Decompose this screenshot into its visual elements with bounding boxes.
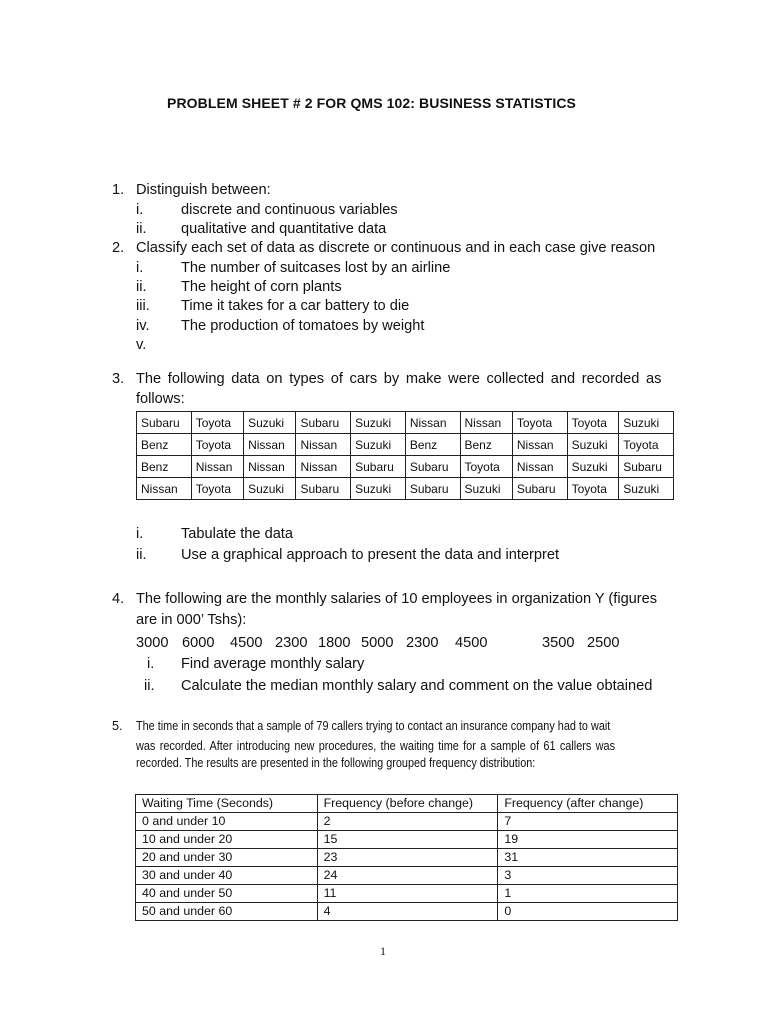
item-number: i. <box>136 202 144 218</box>
table-cell: Suzuki <box>244 412 296 434</box>
table-cell: Nissan <box>405 412 460 434</box>
column-header: Waiting Time (Seconds) <box>136 795 318 813</box>
table-cell: Toyota <box>619 434 674 456</box>
table-cell: Nissan <box>296 456 351 478</box>
table-cell: 24 <box>317 867 498 885</box>
question-text: The following data on types of cars by make were collected and recorded as <box>136 371 662 387</box>
salary-value: 3500 <box>542 635 575 651</box>
table-cell: Subaru <box>512 478 567 500</box>
item-number: v. <box>136 337 147 353</box>
table-cell: 11 <box>317 885 498 903</box>
question-text-continued: follows: <box>136 391 185 407</box>
item-number: i. <box>136 526 144 542</box>
item-text: Tabulate the data <box>181 526 293 542</box>
table-row <box>136 867 678 885</box>
table-row <box>137 456 674 478</box>
table-cell: Toyota <box>191 412 243 434</box>
table-row <box>136 831 678 849</box>
table-cell: Subaru <box>405 478 460 500</box>
salary-value: 2300 <box>275 635 308 651</box>
question-text: The time in seconds that a sample of 79 callers trying to contact an insurance company had to wait <box>136 719 611 733</box>
item-text: Find average monthly salary <box>181 656 365 672</box>
item-text: The height of corn plants <box>181 279 342 295</box>
question-text-continued: recorded. The results are presented in the following grouped frequency distribution: <box>136 756 536 770</box>
item-number: iv. <box>136 318 150 334</box>
page-number: 1 <box>380 944 386 958</box>
table-cell: Benz <box>137 434 192 456</box>
item-number: ii. <box>136 547 147 563</box>
table-cell: 1 <box>498 885 678 903</box>
table-cell: Toyota <box>460 456 512 478</box>
item-number: i. <box>147 656 155 672</box>
table-row <box>136 885 678 903</box>
table-cell: Nissan <box>137 478 192 500</box>
table-cell: Suzuki <box>619 478 674 500</box>
salary-value: 2500 <box>587 635 620 651</box>
table-cell: Suzuki <box>244 478 296 500</box>
table-cell: 15 <box>317 831 498 849</box>
salary-value: 4500 <box>230 635 263 651</box>
table-cell: Benz <box>460 434 512 456</box>
table-cell: Suzuki <box>567 456 619 478</box>
salary-value: 3000 <box>136 635 169 651</box>
table-row <box>137 434 674 456</box>
question-number: 3. <box>112 371 125 387</box>
table-row <box>137 478 674 500</box>
question-text: The following are the monthly salaries of 10 employees in organization Y (figures <box>136 591 658 607</box>
table-cell: Suzuki <box>351 434 406 456</box>
column-header: Frequency (after change) <box>498 795 678 813</box>
table-row <box>137 412 674 434</box>
table-cell: Subaru <box>619 456 674 478</box>
table-header-row <box>136 795 678 813</box>
item-number: ii. <box>136 221 147 237</box>
question-number: 5. <box>112 719 123 733</box>
table-cell: Benz <box>137 456 192 478</box>
table-row <box>136 849 678 867</box>
table-cell: Nissan <box>244 434 296 456</box>
table-cell: Subaru <box>351 456 406 478</box>
item-text: The number of suitcases lost by an airline <box>181 260 451 276</box>
item-text: The production of tomatoes by weight <box>181 318 425 334</box>
salary-value: 5000 <box>361 635 394 651</box>
item-text: Time it takes for a car battery to die <box>181 298 410 314</box>
column-header: Frequency (before change) <box>317 795 498 813</box>
table-cell: Toyota <box>512 412 567 434</box>
table-cell: 23 <box>317 849 498 867</box>
table-cell: Toyota <box>567 478 619 500</box>
item-text: Calculate the median monthly salary and comment on the value obtained <box>181 678 653 694</box>
question-number: 2. <box>112 240 125 256</box>
item-text: qualitative and quantitative data <box>181 221 387 237</box>
table-cell: Nissan <box>512 456 567 478</box>
salary-value: 2300 <box>406 635 439 651</box>
table-cell: Subaru <box>405 456 460 478</box>
table-cell: 50 and under 60 <box>136 903 318 921</box>
table-cell: 0 <box>498 903 678 921</box>
table-cell: 2 <box>317 813 498 831</box>
table-cell: Benz <box>405 434 460 456</box>
question-text-continued: are in 000’ Tshs): <box>136 612 247 628</box>
salary-value: 6000 <box>182 635 215 651</box>
table-cell: 20 and under 30 <box>136 849 318 867</box>
table-cell: Suzuki <box>460 478 512 500</box>
table-cell: 4 <box>317 903 498 921</box>
table-cell: 31 <box>498 849 678 867</box>
table-cell: 7 <box>498 813 678 831</box>
table-cell: 0 and under 10 <box>136 813 318 831</box>
frequency-table <box>135 794 678 921</box>
question-text-continued: was recorded. After introducing new procedures, the waiting time for a sample of 61 callers was <box>136 739 616 753</box>
table-cell: Nissan <box>296 434 351 456</box>
table-cell: Suzuki <box>351 412 406 434</box>
table-cell: 40 and under 50 <box>136 885 318 903</box>
table-cell: Nissan <box>191 456 243 478</box>
table-cell: Nissan <box>512 434 567 456</box>
question-text: Distinguish between: <box>136 182 271 198</box>
table-cell: Nissan <box>460 412 512 434</box>
table-cell: Subaru <box>137 412 192 434</box>
question-text: Classify each set of data as discrete or continuous and in each case give reason <box>136 240 656 256</box>
item-number: i. <box>136 260 144 276</box>
table-cell: Toyota <box>567 412 619 434</box>
question-number: 4. <box>112 591 125 607</box>
table-row <box>136 903 678 921</box>
table-cell: Nissan <box>244 456 296 478</box>
table-cell: Suzuki <box>567 434 619 456</box>
table-cell: Suzuki <box>351 478 406 500</box>
table-cell: 30 and under 40 <box>136 867 318 885</box>
salary-value: 4500 <box>455 635 488 651</box>
table-row <box>136 813 678 831</box>
table-cell: 3 <box>498 867 678 885</box>
item-text: Use a graphical approach to present the data and interpret <box>181 547 560 563</box>
table-cell: 19 <box>498 831 678 849</box>
item-number: ii. <box>144 678 155 694</box>
page-title: PROBLEM SHEET # 2 FOR QMS 102: BUSINESS STATISTICS <box>167 95 576 111</box>
table-cell: Subaru <box>296 412 351 434</box>
table-cell: Subaru <box>296 478 351 500</box>
table-cell: Toyota <box>191 434 243 456</box>
item-text: discrete and continuous variables <box>181 202 398 218</box>
table-cell: Suzuki <box>619 412 674 434</box>
table-cell: 10 and under 20 <box>136 831 318 849</box>
question-number: 1. <box>112 182 125 198</box>
item-number: ii. <box>136 279 147 295</box>
item-number: iii. <box>136 298 150 314</box>
table-cell: Toyota <box>191 478 243 500</box>
salary-value: 1800 <box>318 635 351 651</box>
cars-table <box>136 411 674 500</box>
